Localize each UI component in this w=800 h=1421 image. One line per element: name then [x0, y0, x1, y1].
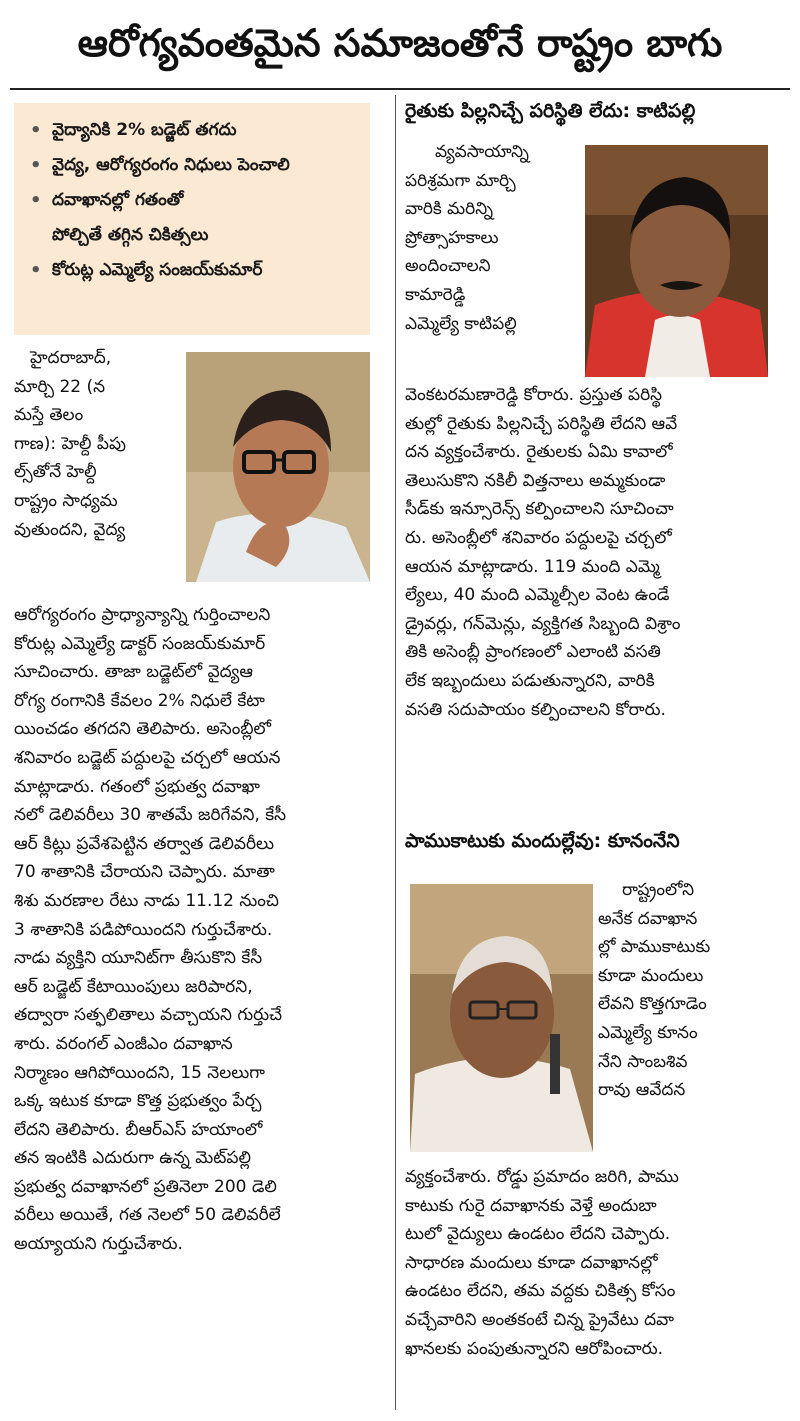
highlight-text: దవాఖానల్లో గతంతో: [52, 190, 184, 210]
text-line: తన ఇంటికి ఎదురుగా ఉన్న మెట్‌పల్లి: [14, 1148, 251, 1169]
text-line: వ్యక్తంచేశారు. రోడ్డు ప్రమాదం జరిగి, పాము: [405, 1167, 679, 1187]
text-line: వసతి సదుపాయం కల్పించాలని కోరారు.: [405, 699, 666, 720]
bullet-icon: •: [30, 120, 42, 141]
text-line: అయ్యాయని గుర్తుచేశారు.: [14, 1234, 183, 1255]
photo-katipalli: [585, 145, 768, 377]
text-line: శనివారం బడ్జెట్ పద్దులపై చర్చలో ఆయన: [14, 747, 281, 768]
text-line: రాష్ట్రంలోని: [622, 880, 695, 900]
subhead-koonanneni: పాముకాటుకు మందుల్లేవు: కూనంనేని: [405, 830, 680, 852]
text-line: ఆయన మాట్లాడారు. 119 మంది ఎమ్మె: [405, 556, 660, 577]
text-line: వెంకటరమణారెడ్డి కోరారు. ప్రస్తుత పరిస్థి: [405, 385, 663, 405]
text-line: శారు. వరంగల్ ఎంజీఎం దవాఖాన: [14, 1033, 233, 1054]
highlight-item: [28, 113, 362, 148]
text-line: రాష్ట్రం సాధ్యమ: [14, 490, 118, 511]
text-line: ల్యేలు, 40 మంది ఎమ్మెల్సీల వెంట ఉండే: [405, 585, 670, 606]
text-line: ప్రభుత్వ దవాఖానలో ప్రతినెలా 200 డెలి: [14, 1176, 277, 1197]
text-line: ఆర్ బడ్జెట్ కేటాయింపులు జరిపారని,: [14, 976, 253, 997]
text-line: డ్రైవర్లు, గన్‌మెన్లు, వ్యక్తిగత సిబ్బంది విశ్రాం: [405, 613, 681, 634]
photo-koonanneni: [410, 884, 593, 1152]
highlight-item: [28, 218, 362, 253]
highlights-box: [14, 103, 370, 335]
text-line: అందించాలని: [405, 256, 491, 277]
right-story2-body: [405, 1163, 770, 1363]
text-line: హైదరాబాద్,: [30, 348, 112, 368]
headline-divider: [10, 88, 790, 90]
text-line: వచ్చేవారిని అంతకంటే చిన్న ప్రైవేటు దవా: [405, 1309, 674, 1330]
highlight-text: పోల్చితే తగ్గిన చికిత్సలు: [52, 225, 209, 245]
text-line: ఒక్క ఇటుక కూడా కొత్త ప్రభుత్వం పేర్చ: [14, 1091, 262, 1112]
text-line: మస్తే తెలం: [14, 405, 84, 426]
highlight-item: [28, 183, 362, 218]
highlight-text: వైద్యానికి 2% బడ్జెట్ తగదు: [52, 120, 237, 140]
highlight-item: [28, 148, 362, 183]
text-line: నేని సాంబశివ: [598, 1051, 688, 1072]
text-line: తెలుసుకొని నకిలీ విత్తనాలు అమ్మకుండా: [405, 470, 666, 491]
right-story1-body: [405, 381, 770, 724]
text-line: ఆర్ కిట్లు ప్రవేశపెట్టిన తర్వాత డెలివరీలు: [14, 833, 274, 854]
text-line: సూచించారు. తాజా బడ్జెట్‌లో వైద్యఆ: [14, 662, 253, 683]
text-line: తుల్లో రైతుకు పిల్లనిచ్చే పరిస్థితి లేదని ఆవే: [405, 413, 678, 434]
text-line: ఎమ్మెల్యే కూనం: [598, 1022, 698, 1043]
text-line: ఖానలకు పంపుతున్నారని ఆరోపించారు.: [405, 1338, 664, 1359]
highlight-item: [28, 253, 362, 288]
text-line: రు. అసెంబ్లీలో శనివారం పద్దులపై చర్చలో: [405, 527, 672, 548]
left-story-intro: [14, 344, 184, 544]
text-line: కూడా మందులు: [598, 965, 704, 986]
right-story2-intro: [598, 876, 773, 1105]
photo-sanjay-kumar: [186, 352, 370, 582]
left-story-body: [14, 601, 374, 1259]
text-line: లేవని కొత్తగూడెం: [598, 994, 707, 1015]
text-line: సీడ్‌కు ఇన్సూరెన్స్ కల్పించాలని సూచించా: [405, 499, 674, 520]
text-line: లేక ఇబ్బందులు పడుతున్నారని, వారికి: [405, 670, 655, 691]
text-line: రోగ్య రంగానికి కేవలం 2% నిధులే కేటా: [14, 690, 265, 711]
highlight-text: వైద్య, ఆరోగ్యరంగం నిధులు పెంచాలి: [52, 155, 290, 175]
text-line: వారికి మరిన్ని: [405, 199, 493, 220]
text-line: నలో డెలివరీలు 30 శాతమే జరిగేవని, కేసీ: [14, 805, 287, 826]
text-line: 3 శాతానికి పడిపోయిందని గుర్తుచేశారు.: [14, 919, 273, 940]
bullet-icon: •: [30, 155, 42, 176]
text-line: శిశు మరణాల రేటు నాడు 11.12 నుంచి: [14, 890, 279, 911]
subhead-katipalli: రైతుకు పిల్లనిచ్చే పరిస్థితి లేదు: కాటిపల్లి: [405, 100, 696, 122]
text-line: వ్యవసాయాన్ని: [435, 142, 529, 162]
text-line: రావు ఆవేదన: [598, 1080, 686, 1101]
text-line: కోరుట్ల ఎమ్మెల్యే డాక్టర్ సంజయ్‌కుమార్: [14, 633, 266, 654]
text-line: వరీలు అయితే, గత నెలలో 50 డెలివరీలే: [14, 1205, 281, 1226]
highlight-text: కోరుట్ల ఎమ్మెల్యే సంజయ్‌కుమార్: [52, 260, 263, 280]
text-line: యించడం తగదని తెలిపారు. అసెంబ్లీలో: [14, 719, 271, 740]
bullet-icon: •: [30, 260, 42, 281]
text-line: లేదని తెలిపారు. బీఆర్ఎస్ హయాంలో: [14, 1119, 263, 1140]
right-story1-intro: [405, 138, 583, 338]
text-line: పరిశ్రమగా మార్చి: [405, 170, 516, 191]
headline: ఆరోగ్యవంతమైన సమాజంతోనే రాష్ట్రం బాగు: [77, 21, 723, 65]
text-line: తద్వారా సత్ఫలితాలు వచ్చాయని గుర్తుచే: [14, 1005, 283, 1026]
text-line: కామారెడ్డి: [405, 284, 466, 305]
text-line: ఉండటం లేదని, తమ వద్దకు చికిత్స కోసం: [405, 1281, 676, 1302]
text-line: ఆరోగ్యరంగం ప్రాధ్యాన్యాన్ని గుర్తించాలని: [14, 605, 271, 625]
text-line: కాటుకు గురై దవాఖానకు వెళ్తే అందుబా: [405, 1195, 657, 1216]
text-line: తికి అసెంబ్లీ ప్రాంగణంలో ఎలాంటి వసతి: [405, 642, 661, 663]
text-line: వుతుందని, వైద్య: [14, 519, 126, 540]
text-line: ల్స్‌తోనే హెల్దీ: [14, 462, 97, 483]
bullet-icon: •: [30, 190, 42, 211]
text-line: దన వ్యక్తంచేశారు. రైతులకు ఏమి కావాలో: [405, 442, 673, 463]
column-divider: [395, 95, 396, 1410]
text-line: నాడు వ్యక్తిని యూనిట్‌గా తీసుకొని కేసీ: [14, 948, 263, 969]
text-line: ఎమ్మెల్యే కాటిపల్లి: [405, 313, 517, 334]
text-line: సాధారణ మందులు కూడా దవాఖానల్లో: [405, 1252, 658, 1273]
text-line: మార్చి 22 (న: [14, 376, 106, 397]
text-line: మాట్లాడారు. గతంలో ప్రభుత్వ దవాఖా: [14, 776, 260, 797]
text-line: నిర్మాణం ఆగిపోయిందని, 15 నెలలుగా: [14, 1062, 265, 1083]
text-line: ల్లో పాముకాటుకు: [598, 937, 711, 958]
text-line: ప్రోత్సాహకాలు: [405, 227, 499, 248]
text-line: టులో వైద్యులు ఉండటం లేదని చెప్పారు.: [405, 1224, 671, 1245]
text-line: అనేక దవాఖాన: [598, 908, 698, 929]
text-line: గాణ): హెల్దీ పీపు: [14, 433, 126, 454]
text-line: 70 శాతానికి చేరాయని చెప్పారు. మాతా: [14, 862, 275, 883]
